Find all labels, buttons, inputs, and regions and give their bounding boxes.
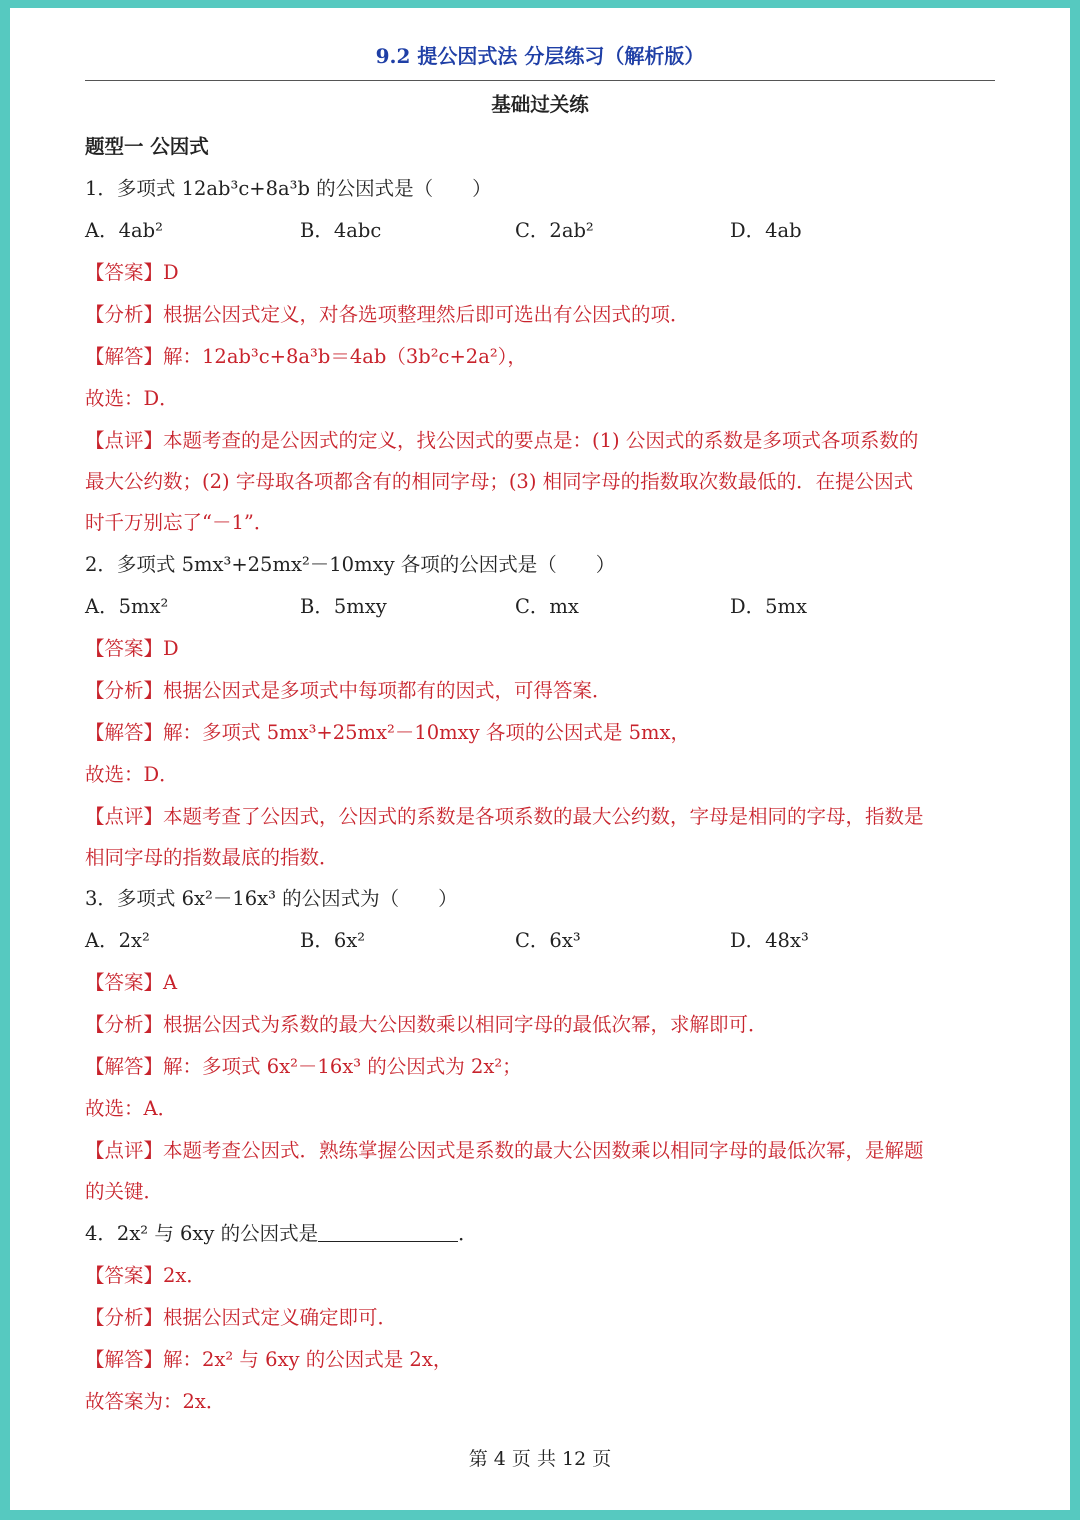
q1-option-b: B．4abc [300, 219, 382, 242]
q3-option-a: A．2x² [85, 929, 150, 952]
q1-comment-line2: 最大公约数；(2) 字母取各项都含有的相同字母；(3) 相同字母的指数取次数最低的．在提公因式 [85, 470, 914, 493]
q4-answer: 【答案】2x． [85, 1264, 206, 1287]
q3-analysis: 【分析】根据公因式为系数的最大公因数乘以相同字母的最低次幂，求解即可． [85, 1013, 768, 1036]
section-title: 基础过关练 [491, 93, 589, 116]
q1-option-d: D．4ab [730, 219, 802, 242]
q2-choose: 故选：D． [85, 763, 179, 786]
q3-option-d: D．48x³ [730, 929, 809, 952]
q2-analysis: 【分析】根据公因式是多项式中每项都有的因式，可得答案． [85, 679, 612, 702]
q4-answer-blank [318, 1223, 458, 1242]
q4-stem [85, 1221, 1000, 1247]
q4-final: 故答案为：2x． [85, 1390, 226, 1413]
q3-answer: 【答案】A [85, 971, 178, 994]
page-header-title: 9.2 提公因式法 分层练习（解析版） [375, 44, 705, 68]
q1-comment-line1: 【点评】本题考查的是公因式的定义，找公因式的要点是：(1) 公因式的系数是多项式各项系数的 [85, 429, 919, 452]
q3-option-b: B．6x² [300, 929, 366, 952]
q1-stem: 1．多项式 12ab³c+8a³b 的公因式是（ ） [85, 177, 492, 200]
q3-stem: 3．多项式 6x²－16x³ 的公因式为（ ） [85, 887, 458, 910]
q3-solution: 【解答】解：多项式 6x²－16x³ 的公因式为 2x²； [85, 1055, 522, 1078]
q1-comment-line3: 时千万别忘了“－1”． [85, 511, 274, 534]
q2-solution: 【解答】解：多项式 5mx³+25mx²－10mxy 各项的公因式是 5mx， [85, 721, 690, 744]
q2-option-c: C．mx [515, 595, 579, 618]
header-divider [85, 80, 995, 81]
q1-choose: 故选：D． [85, 387, 179, 410]
q3-comment-line1: 【点评】本题考查公因式．熟练掌握公因式是系数的最大公因数乘以相同字母的最低次幂，是解题 [85, 1139, 924, 1162]
q1-answer: 【答案】D [85, 261, 179, 284]
q1-analysis: 【分析】根据公因式定义，对各选项整理然后即可选出有公因式的项． [85, 303, 690, 326]
document-page [10, 8, 1070, 1510]
q4-stem-end: ． [458, 1222, 478, 1245]
q4-solution: 【解答】解：2x² 与 6xy 的公因式是 2x， [85, 1348, 453, 1371]
q2-option-a: A．5mx² [85, 595, 169, 618]
q1-option-a: A．4ab² [85, 219, 163, 242]
q2-option-b: B．5mxy [300, 595, 387, 618]
q2-comment-line1: 【点评】本题考查了公因式，公因式的系数是各项系数的最大公约数，字母是相同的字母，指数是 [85, 805, 924, 828]
q3-comment-line2: 的关键． [85, 1180, 164, 1203]
q4-stem-text: 4．2x² 与 6xy 的公因式是 [85, 1222, 319, 1245]
q1-option-c: C．2ab² [515, 219, 594, 242]
q3-option-c: C．6x³ [515, 929, 581, 952]
q2-stem: 2．多项式 5mx³+25mx²－10mxy 各项的公因式是（ ） [85, 553, 616, 576]
page-number: 第 4 页 共 12 页 [468, 1448, 612, 1470]
question-type-heading: 题型一 公因式 [85, 135, 209, 158]
q2-comment-line2: 相同字母的指数最底的指数． [85, 846, 339, 869]
q3-choose: 故选：A． [85, 1097, 178, 1120]
q2-option-d: D．5mx [730, 595, 808, 618]
q2-answer: 【答案】D [85, 637, 179, 660]
q1-solution: 【解答】解：12ab³c+8a³b＝4ab（3b²c+2a²）， [85, 345, 527, 368]
q4-analysis: 【分析】根据公因式定义确定即可． [85, 1306, 398, 1329]
